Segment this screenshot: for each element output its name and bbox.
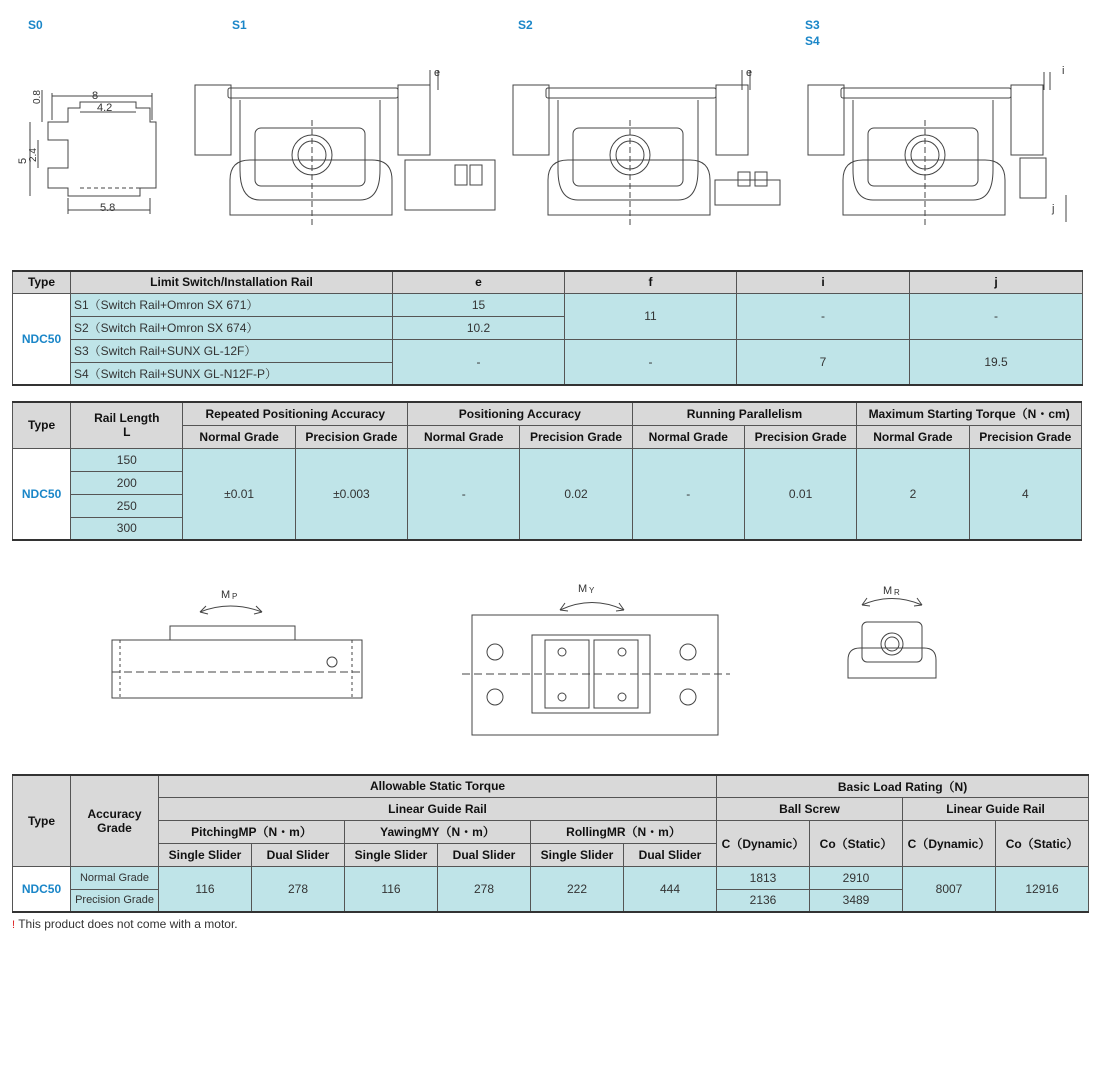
t3-header-guide-rail: Linear Guide Rail (903, 797, 1089, 820)
t1-header-j: j (910, 271, 1083, 293)
t2-normal-3: Normal Grade (632, 425, 744, 448)
t2-value-2: - (408, 448, 520, 540)
t3-header-rolling: RollingMR（N・m） (531, 820, 717, 843)
t2-value-5: 0.01 (744, 448, 856, 540)
t3-dual-2: Dual Slider (438, 843, 531, 866)
t2-header-type: Type (13, 402, 71, 448)
t3-header-c-dyn-2: C（Dynamic） (903, 820, 996, 866)
t2-header-repeated: Repeated Positioning Accuracy (183, 402, 408, 425)
t3-single-3: Single Slider (531, 843, 624, 866)
t1-e-s1: 15 (393, 293, 565, 316)
my-label: M (578, 583, 588, 595)
t1-header-e: e (393, 271, 565, 293)
t2-precision-4: Precision Grade (969, 425, 1081, 448)
dim-4-2: 4.2 (97, 102, 113, 114)
t2-header-positioning: Positioning Accuracy (408, 402, 633, 425)
t2-length-200: 200 (71, 471, 183, 494)
mr-label: M (883, 585, 893, 597)
t3-single-1: Single Slider (159, 843, 252, 866)
t2-rail-length-unit: L (123, 425, 131, 440)
t3-header-type: Type (13, 775, 71, 866)
s1-slider-drawing (195, 67, 495, 228)
t2-value-3: 0.02 (520, 448, 632, 540)
warning-icon: ! (12, 919, 16, 931)
yawing-moment-drawing (462, 583, 730, 735)
footnote-text: This product does not come with a motor. (18, 917, 238, 931)
label-s3: S3 (805, 18, 820, 32)
t3-torque-3: 278 (438, 866, 531, 912)
t2-length-250: 250 (71, 494, 183, 517)
mr-sub: R (894, 588, 900, 597)
s0-rail-profile (17, 90, 156, 214)
dim-e-s1: e (434, 67, 441, 79)
t1-header-f: f (565, 271, 737, 293)
t3-header-co-stat-2: Co（Static） (996, 820, 1089, 866)
accuracy-table (12, 401, 1082, 541)
t3-type: NDC50 (13, 866, 71, 912)
t1-e-s2: 10.2 (393, 316, 565, 339)
mp-sub: P (232, 592, 238, 601)
pitching-moment-drawing (112, 589, 362, 698)
t1-i-s12: - (737, 293, 910, 339)
t3-grade-normal: Normal Grade (71, 866, 159, 889)
my-sub: Y (589, 586, 595, 595)
t3-header-static-torque: Allowable Static Torque (159, 775, 717, 797)
t2-header-parallelism: Running Parallelism (632, 402, 857, 425)
t2-type: NDC50 (13, 448, 71, 540)
t1-row-s2: S2（Switch Rail+Omron SX 674） (71, 316, 393, 339)
t3-header-accuracy: Accuracy Grade (71, 775, 159, 866)
dim-5-8: 5.8 (100, 202, 116, 214)
t3-grade-precision: Precision Grade (71, 889, 159, 912)
t2-value-0: ±0.01 (183, 448, 295, 540)
rolling-moment-drawing (848, 585, 936, 678)
t3-header-ball-screw: Ball Screw (717, 797, 903, 820)
t2-normal-4: Normal Grade (857, 425, 969, 448)
t1-header-limit: Limit Switch/Installation Rail (71, 271, 393, 293)
t2-header-rail-length (71, 402, 183, 448)
dim-j: j (1052, 203, 1055, 215)
t3-header-co-stat-1: Co（Static） (810, 820, 903, 866)
t3-header-pitching: PitchingMP（N・m） (159, 820, 345, 843)
t1-f-s12: 11 (565, 293, 737, 339)
t2-length-150: 150 (71, 448, 183, 471)
t3-torque-0: 116 (159, 866, 252, 912)
dim-2-4: 2.4 (28, 148, 39, 162)
t3-torque-5: 444 (624, 866, 717, 912)
s2-slider-drawing (513, 67, 780, 228)
t3-dual-1: Dual Slider (252, 843, 345, 866)
t1-header-i: i (737, 271, 910, 293)
t3-dual-3: Dual Slider (624, 843, 717, 866)
t3-torque-2: 116 (345, 866, 438, 912)
dim-8: 8 (92, 90, 99, 102)
label-s1: S1 (232, 18, 247, 32)
t3-bs-normal-co: 2910 (810, 866, 903, 889)
t3-bs-precision-co: 3489 (810, 889, 903, 912)
footnote (12, 917, 238, 931)
t3-header-linear-guide: Linear Guide Rail (159, 797, 717, 820)
t2-value-1: ±0.003 (295, 448, 407, 540)
t3-header-c-dyn-1: C（Dynamic） (717, 820, 810, 866)
t3-single-2: Single Slider (345, 843, 438, 866)
t1-j-s12: - (910, 293, 1083, 339)
label-s2: S2 (518, 18, 533, 32)
t3-bs-precision-c: 2136 (717, 889, 810, 912)
t1-i-s34: 7 (737, 339, 910, 385)
t3-header-yawing: YawingMY（N・m） (345, 820, 531, 843)
t1-j-s34: 19.5 (910, 339, 1083, 385)
t1-f-s34: - (565, 339, 737, 385)
mp-label: M (221, 589, 231, 601)
t2-rail-length-text: Rail Length (94, 411, 160, 426)
t3-torque-1: 278 (252, 866, 345, 912)
load-rating-table (12, 774, 1089, 913)
t2-precision-2: Precision Grade (520, 425, 632, 448)
t2-value-6: 2 (857, 448, 969, 540)
label-s4: S4 (805, 34, 820, 48)
t2-value-7: 4 (969, 448, 1081, 540)
dim-i: i (1062, 65, 1065, 77)
dim-5: 5 (17, 157, 29, 164)
t2-normal-2: Normal Grade (408, 425, 520, 448)
t2-length-300: 300 (71, 517, 183, 540)
t1-header-type: Type (13, 271, 71, 293)
t3-gr-co: 12916 (996, 866, 1089, 912)
t2-precision-1: Precision Grade (295, 425, 407, 448)
cross-section-drawings (0, 0, 1100, 240)
t1-row-s4: S4（Switch Rail+SUNX GL-N12F-P） (71, 362, 393, 385)
t3-gr-c: 8007 (903, 866, 996, 912)
t2-precision-3: Precision Grade (744, 425, 856, 448)
t1-e-s34: - (393, 339, 565, 385)
dim-0-8: 0.8 (32, 90, 43, 104)
t1-row-s3: S3（Switch Rail+SUNX GL-12F） (71, 339, 393, 362)
t1-type: NDC50 (13, 293, 71, 385)
t3-bs-normal-c: 1813 (717, 866, 810, 889)
t3-header-basic-load: Basic Load Rating（N) (717, 775, 1089, 797)
s3-slider-drawing (808, 65, 1066, 228)
t3-torque-4: 222 (531, 866, 624, 912)
dim-e-s2: e (746, 67, 753, 79)
t1-row-s1: S1（Switch Rail+Omron SX 671） (71, 293, 393, 316)
t2-normal-1: Normal Grade (183, 425, 295, 448)
limit-switch-table (12, 270, 1083, 386)
label-s0: S0 (28, 18, 43, 32)
t2-header-torque: Maximum Starting Torque（N・cm) (857, 402, 1082, 425)
t2-value-4: - (632, 448, 744, 540)
